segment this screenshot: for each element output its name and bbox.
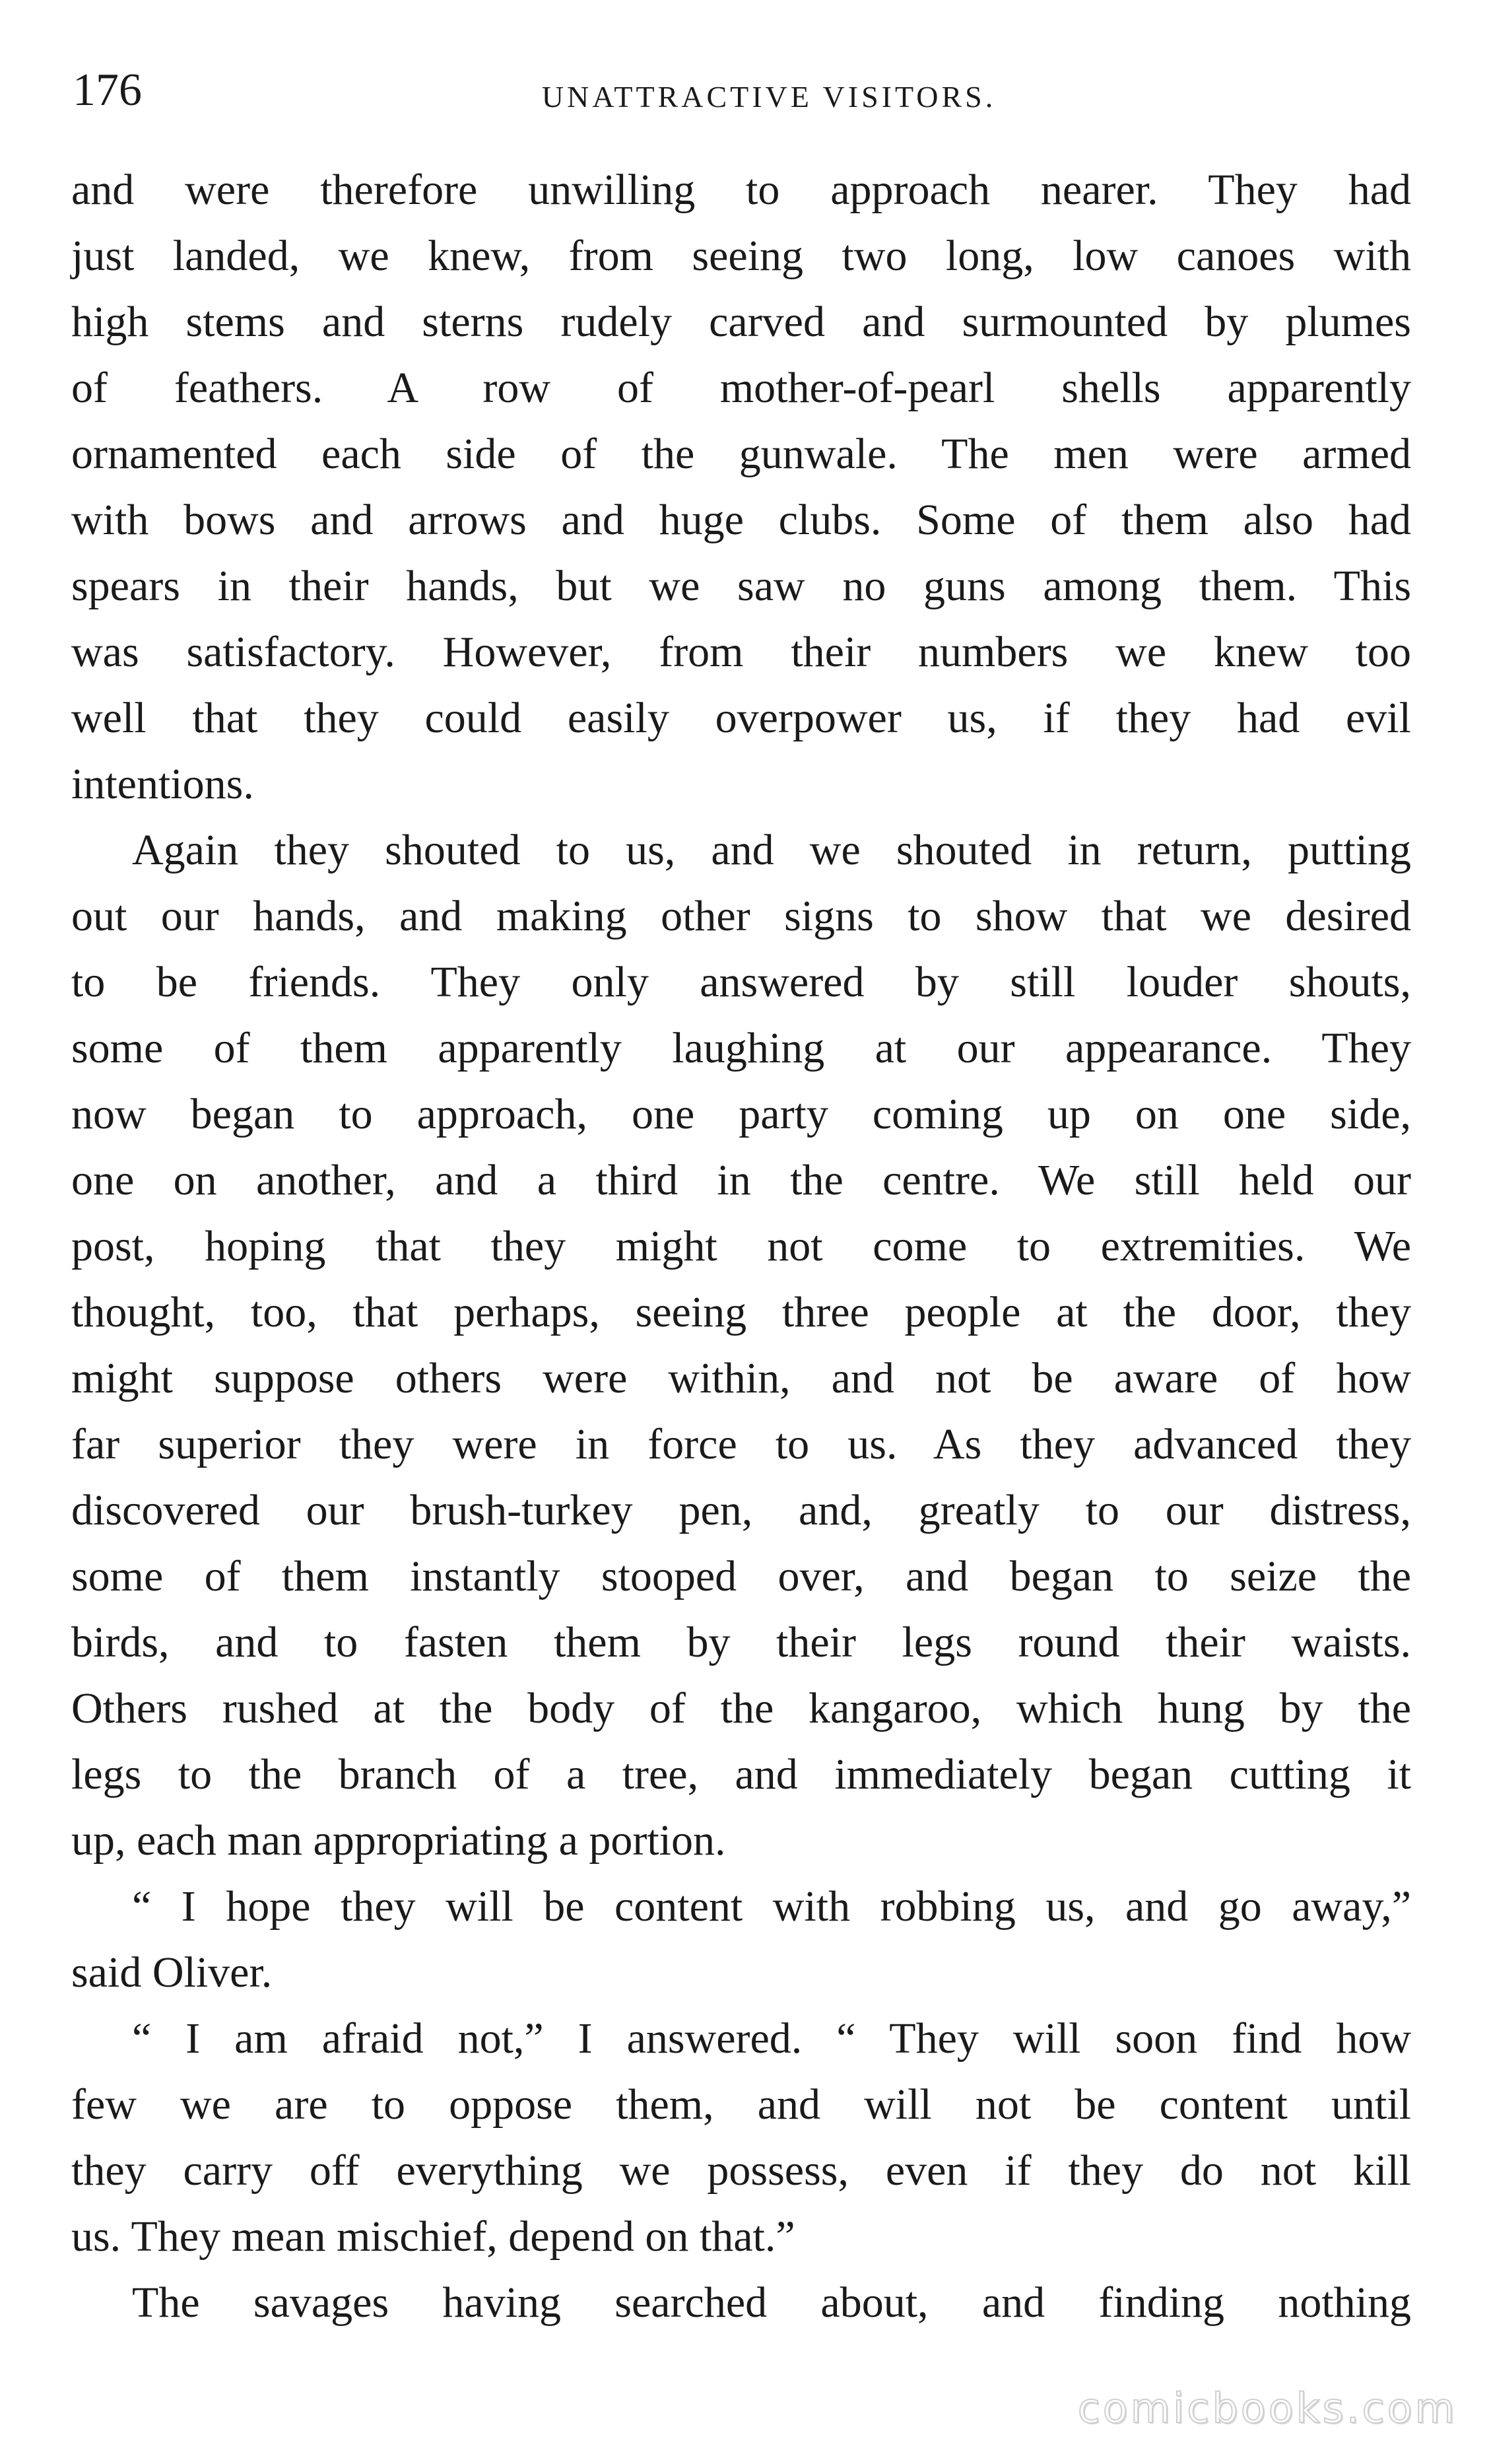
text-line: birds, and to fasten them by their legs round their waists. <box>71 1618 1411 1666</box>
paragraph-2 <box>71 817 1411 1874</box>
text-line: now began to approach, one party coming up on one side, <box>71 1090 1411 1138</box>
text-line: intentions. <box>71 760 254 808</box>
text-line: few we are to oppose them, and will not be content until <box>71 2080 1411 2129</box>
running-title: UNATTRACTIVE VISITORS. <box>541 80 997 114</box>
text-line: The savages having searched about, and finding nothing <box>132 2278 1411 2327</box>
text-line: might suppose others were within, and not be aware of how <box>71 1354 1411 1402</box>
paragraph-5 <box>71 2270 1411 2336</box>
text-line: Again they shouted to us, and we shouted in return, putting <box>132 826 1411 874</box>
text-line: of feathers. A row of mother-of-pearl shells apparently <box>71 364 1411 412</box>
text-line: ornamented each side of the gunwale. The men were armed <box>71 430 1411 478</box>
text-line: to be friends. They only answered by still louder shouts, <box>71 958 1411 1006</box>
text-line: spears in their hands, but we saw no guns among them. This <box>71 562 1411 610</box>
text-line: up, each man appropriating a portion. <box>71 1816 726 1865</box>
text-line: post, hoping that they might not come to extremities. We <box>71 1222 1411 1270</box>
body-text <box>71 157 1411 2336</box>
text-line: far superior they were in force to us. As they advanced they <box>71 1420 1411 1468</box>
text-line: some of them instantly stooped over, and began to seize the <box>71 1552 1411 1600</box>
text-line: discovered our brush-turkey pen, and, greatly to our distress, <box>71 1486 1411 1534</box>
text-line: one on another, and a third in the centre. We still held our <box>71 1156 1411 1204</box>
running-head <box>73 61 1412 120</box>
text-line: and were therefore unwilling to approach nearer. They had <box>71 166 1411 214</box>
text-line: “ I am afraid not,” I answered. “ They will soon find how <box>132 2014 1411 2063</box>
paragraph-4 <box>71 2006 1411 2270</box>
text-line: legs to the branch of a tree, and immediately began cutting it <box>71 1750 1411 1798</box>
watermark-logo: comicbooks.com <box>1077 2384 1457 2432</box>
text-line: well that they could easily overpower us, if they had evil <box>71 694 1411 742</box>
text-line: with bows and arrows and huge clubs. Some of them also had <box>71 496 1411 544</box>
text-line: “ I hope they will be content with robbing us, and go away,” <box>132 1882 1411 1931</box>
text-line: high stems and sterns rudely carved and surmounted by plumes <box>71 298 1411 346</box>
text-line: they carry off everything we possess, even if they do not kill <box>71 2146 1411 2195</box>
text-line: just landed, we knew, from seeing two long, low canoes with <box>71 232 1411 280</box>
text-line: thought, too, that perhaps, seeing three people at the door, they <box>71 1288 1411 1336</box>
text-line: Others rushed at the body of the kangaroo, which hung by the <box>71 1684 1411 1732</box>
text-line: us. They mean mischief, depend on that.” <box>71 2212 795 2261</box>
text-line: was satisfactory. However, from their numbers we knew too <box>71 628 1411 676</box>
text-line: said Oliver. <box>71 1948 273 1997</box>
paragraph-1 <box>71 157 1411 817</box>
paragraph-3 <box>71 1874 1411 2006</box>
page-number: 176 <box>73 65 142 116</box>
text-line: some of them apparently laughing at our appearance. They <box>71 1024 1411 1072</box>
text-line: out our hands, and making other signs to show that we desired <box>71 892 1411 940</box>
